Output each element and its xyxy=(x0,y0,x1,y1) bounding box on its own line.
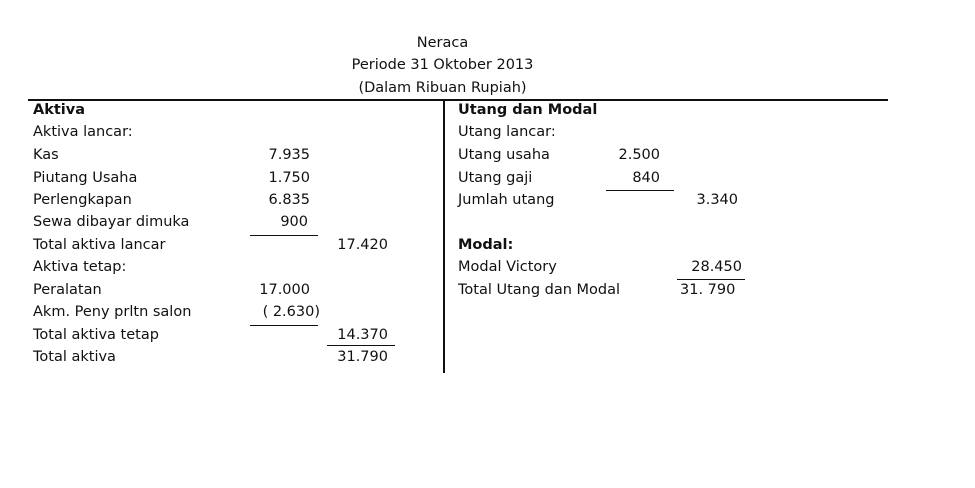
subtotal-underline xyxy=(250,325,318,326)
asset-value: ( 2.630) xyxy=(262,304,320,320)
equity-heading: Modal: xyxy=(458,237,514,253)
asset-label: Perlengkapan xyxy=(33,192,132,208)
fixed-assets-total-label: Total aktiva tetap xyxy=(33,327,159,343)
subtotal-underline xyxy=(250,235,318,236)
liability-label: Utang usaha xyxy=(458,147,550,163)
current-assets-total-label: Total aktiva lancar xyxy=(33,237,166,253)
total-assets-value: 31.790 xyxy=(337,349,388,365)
total-liabilities-equity-value: 31. 790 xyxy=(680,282,736,298)
asset-value: 7.935 xyxy=(268,147,310,163)
total-underline xyxy=(677,279,745,280)
liability-value: 2.500 xyxy=(618,147,660,163)
total-assets-label: Total aktiva xyxy=(33,349,116,365)
liabilities-total-value: 3.340 xyxy=(696,192,738,208)
asset-label: Sewa dibayar dimuka xyxy=(33,214,190,230)
total-underline xyxy=(327,345,395,346)
asset-value: 900 xyxy=(280,214,308,230)
statement-title: Neraca xyxy=(416,35,469,51)
liability-label: Utang gaji xyxy=(458,170,533,186)
asset-label: Piutang Usaha xyxy=(33,170,138,186)
total-liabilities-equity-label: Total Utang dan Modal xyxy=(458,282,621,298)
asset-value: 1.750 xyxy=(268,170,310,186)
assets-heading: Aktiva xyxy=(33,102,86,118)
liabilities-total-label: Jumlah utang xyxy=(458,192,555,208)
column-divider xyxy=(443,100,445,373)
current-assets-total-value: 17.420 xyxy=(337,237,388,253)
asset-label: Peralatan xyxy=(33,282,102,298)
current-assets-heading: Aktiva lancar: xyxy=(33,124,133,140)
asset-value: 6.835 xyxy=(268,192,310,208)
equity-label: Modal Victory xyxy=(458,259,557,275)
statement-period: Periode 31 Oktober 2013 xyxy=(351,57,534,73)
fixed-assets-total-value: 14.370 xyxy=(337,327,388,343)
current-liabilities-heading: Utang lancar: xyxy=(458,124,556,140)
equity-value: 28.450 xyxy=(691,259,742,275)
subtotal-underline xyxy=(606,190,674,191)
asset-label: Kas xyxy=(33,147,59,163)
asset-value: 17.000 xyxy=(259,282,310,298)
liabilities-equity-heading: Utang dan Modal xyxy=(458,102,598,118)
liability-value: 840 xyxy=(632,170,660,186)
fixed-assets-heading: Aktiva tetap: xyxy=(33,259,127,275)
asset-label: Akm. Peny prltn salon xyxy=(33,304,192,320)
statement-unit: (Dalam Ribuan Rupiah) xyxy=(358,80,527,96)
